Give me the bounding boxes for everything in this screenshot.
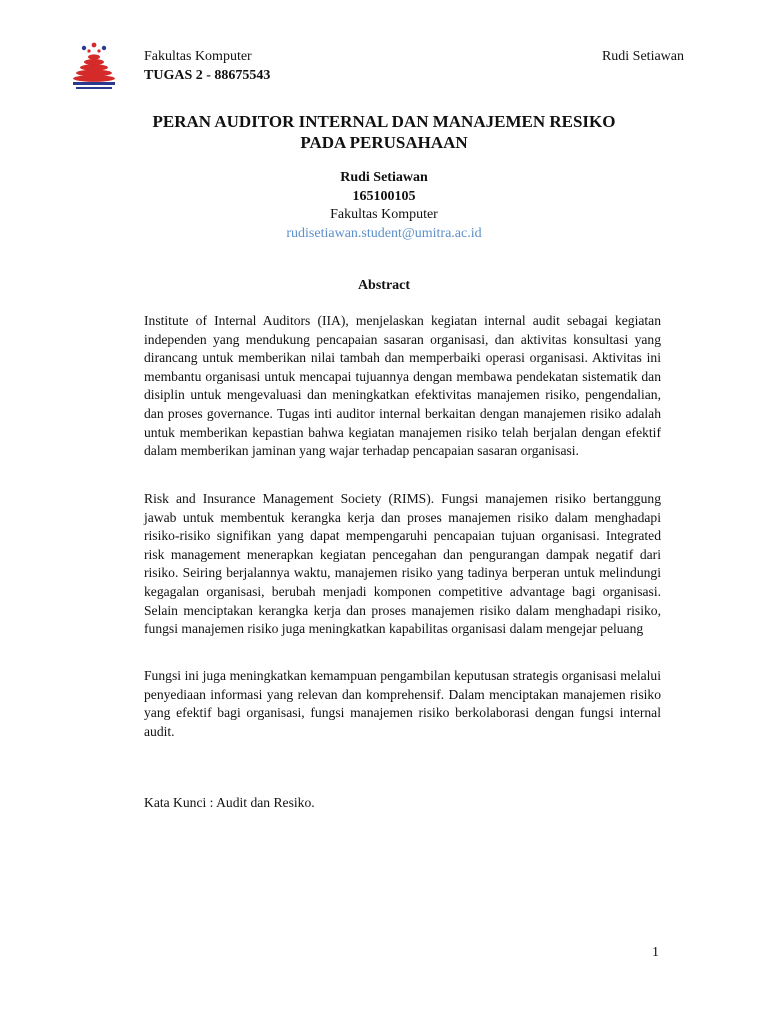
university-logo-icon xyxy=(70,42,118,92)
header-task-label: TUGAS 2 - 88675543 xyxy=(144,68,271,83)
abstract-paragraph-2: Risk and Insurance Management Society (RIMS). Fungsi manajemen risiko bertanggung jawab untuk membentuk kerangka kerja dan proses manajemen risiko dalam menghadapi risiko-risiko signifikan yang dapat mempengaruhi pencapaian tujuan organisasi. Integrated risk management menerapkan kegiatan pencegahan dan pengurangan dampak negatif dari risiko. Seiring berjalannya waktu, manajemen risiko yang tadinya berperan untuk melindungi kegagalan organisasi, berubah menjadi komponen competitive advantage bagi organisasi. Selain menciptakan kerangka kerja dan proses manajemen risiko dalam menghadapi risiko, fungsi manajemen risiko juga meningkatkan kapabilitas organisasi dalam mengejar peluang xyxy=(144,491,661,637)
author-name: Rudi Setiawan xyxy=(340,170,428,185)
abstract-paragraph-1: Institute of Internal Auditors (IIA), menjelaskan kegiatan internal audit sebagai kegiatan independen yang mendukung pencapaian sasaran organisasi, dan aktivitas konsultasi yang dirancang untuk memberikan nilai tambah dan memperbaiki operasi organisasi. Aktivitas ini membantu organisasi untuk mencapai tujuannya dengan membawa pendekatan sistematik dan disiplin untuk mengevaluasi dan meningkatkan efektivitas manajemen risiko, pengendalian, dan proses governance. Tugas inti auditor internal berkaitan dengan manajemen risiko adalah untuk memberikan kepastian bahwa kegiatan manajemen risiko telah berjalan dengan efektif dalam memberikan jaminan yang wajar terhadap pencapaian sasaran organisasi. xyxy=(144,313,661,459)
author-faculty: Fakultas Komputer xyxy=(330,207,438,222)
author-email-link[interactable]: rudisetiawan.student@umitra.ac.id xyxy=(286,225,482,241)
paper-title xyxy=(100,111,668,153)
author-block xyxy=(100,169,668,243)
header-author: Rudi Setiawan xyxy=(601,49,684,64)
header-faculty: Fakultas Komputer xyxy=(144,49,252,64)
abstract-heading: Abstract xyxy=(357,278,411,293)
header-left xyxy=(144,47,270,85)
abstract-paragraph-3: Fungsi ini juga meningkatkan kemampuan pengambilan keputusan strategis organisasi melalui penyediaan informasi yang relevan dan komprehensif. Dalam menciptakan manajemen risiko yang efektif bagi organisasi, fungsi manajemen risiko berkolaborasi dengan fungsi internal audit. xyxy=(144,668,661,739)
keywords: Kata Kunci : Audit dan Resiko. xyxy=(144,795,315,810)
page-number: 1 xyxy=(652,945,659,960)
paper-title-line-2: PADA PERUSAHAAN xyxy=(300,133,468,152)
paper-title-line-1: PERAN AUDITOR INTERNAL DAN MANAJEMEN RESIKO xyxy=(152,112,616,131)
author-student-id: 165100105 xyxy=(352,188,416,204)
